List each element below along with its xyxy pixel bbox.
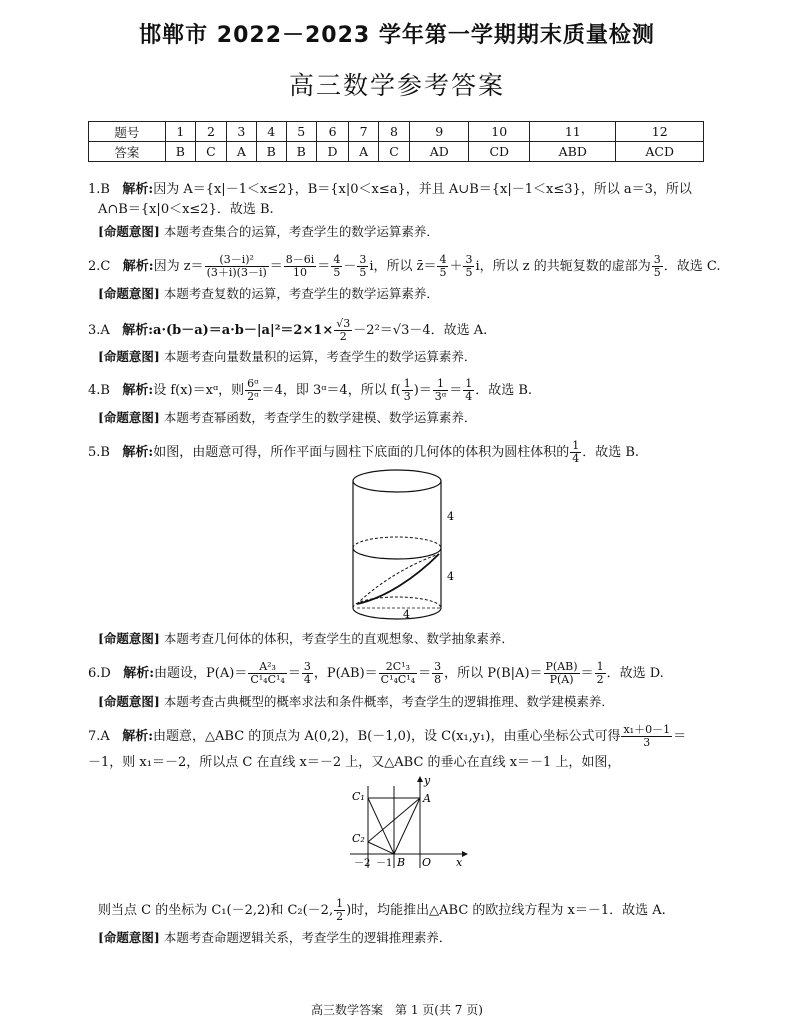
q2-frac6: $\frac{3}{5}$ xyxy=(465,253,473,279)
q6-label: 解析: xyxy=(123,666,155,681)
q4-intent-tag: [命题意图] xyxy=(98,410,160,425)
answer-cell: ABD xyxy=(530,142,616,162)
q2-frac5: $\frac{4}{5}$ xyxy=(439,253,447,279)
answer-cell: A xyxy=(227,142,257,162)
q2-intent-tag: [命题意图] xyxy=(98,286,160,301)
q3-label: 解析: xyxy=(122,323,154,338)
fig-point-b: B xyxy=(397,856,406,869)
cylinder-figure xyxy=(345,468,455,626)
q3-number: 3.A xyxy=(88,323,110,338)
q2-intent xyxy=(98,285,439,303)
answer-cell: B xyxy=(286,142,316,162)
q6-frac2: $\frac{3}{4}$ xyxy=(303,660,311,686)
fig-tick-minus2: －2 xyxy=(354,858,371,869)
fig-point-c1: C₁ xyxy=(352,790,365,803)
q3-text: a·(b－a)＝a·b－|a|²＝2×1× xyxy=(153,323,334,338)
q6-intent-text: 本题考查古典概型的概率求法和条件概率，考查学生的逻辑推理、数学建模素养． xyxy=(163,694,614,709)
q4-frac4: $\frac{1}{4}$ xyxy=(465,377,473,403)
q5-intent-text: 本题考查几何体的体积，考查学生的直观想象、数学抽象素养． xyxy=(163,631,514,646)
question-number-cell: 2 xyxy=(195,122,226,142)
answer-row xyxy=(89,142,704,162)
q6-number: 6.D xyxy=(88,666,111,681)
q6-intent xyxy=(98,693,614,711)
answer-cell: C xyxy=(378,142,409,162)
q6-frac1: $\frac{\text{A²₃}}{\text{C¹₄C¹₄}}$ xyxy=(250,660,285,686)
q1-line1 xyxy=(88,181,692,199)
q6-frac5: $\frac{P(AB)}{P(A)}$ xyxy=(545,660,578,686)
q4-label: 解析: xyxy=(122,383,154,398)
question-number-cell: 1 xyxy=(165,122,195,142)
q7-text3: 则当点 C 的坐标为 C₁(－2,2)和 C₂(－2, xyxy=(98,903,334,918)
q4-number: 4.B xyxy=(88,383,110,398)
answer-cell: ACD xyxy=(616,142,704,162)
answer-cell: C xyxy=(195,142,226,162)
q2-label: 解析: xyxy=(122,259,154,274)
q4-frac2: $\frac{1}{3}$ xyxy=(403,377,411,403)
answer-cell: AD xyxy=(410,142,469,162)
q2-frac2: $\frac{8-6i}{10}$ xyxy=(285,253,315,279)
question-number-cell: 9 xyxy=(410,122,469,142)
q7-line3: 则当点 C 的坐标为 C₁(－2,2)和 C₂(－2, $\frac{1}{2}$ )时，均能推出△ABC 的欧拉线方程为 x＝－1．故选 A. xyxy=(98,897,666,923)
q1-label: 解析: xyxy=(122,182,154,197)
q6-intent-tag: [命题意图] xyxy=(98,694,160,709)
q5-intent-tag: [命题意图] xyxy=(98,631,160,646)
exam-title: 邯郸市 2022－2023 学年第一学期期末质量检测 xyxy=(139,23,655,48)
q7-frac1: $\frac{\text{x₁＋0－1}}{3}$ xyxy=(623,723,671,749)
q4-frac3: $\frac{1}{\text{3ᵅ}}$ xyxy=(434,377,447,403)
question-number-cell: 10 xyxy=(469,122,530,142)
fig-point-a: A xyxy=(423,792,431,805)
answer-cell: CD xyxy=(469,142,530,162)
fig-x-axis-label: x xyxy=(456,856,463,869)
question-number-cell: 11 xyxy=(530,122,616,142)
q7-label: 解析: xyxy=(122,729,154,744)
q5-text: 如图，由题意可得，所作平面与圆柱下底面的几何体的体积为圆柱体积的 xyxy=(153,445,570,460)
question-number-cell: 4 xyxy=(256,122,286,142)
coordinate-figure xyxy=(340,772,470,872)
q1-intent xyxy=(98,223,439,241)
q6-frac6: $\frac{1}{2}$ xyxy=(596,660,604,686)
question-number-cell: 12 xyxy=(616,122,704,142)
fig-label-diameter: 4 xyxy=(403,608,410,621)
q2-line1: 2.C 解析:因为 z＝ $\frac{\text{(3－i)²}}{(3+i)(3-i)}$ ＝ $\frac{8-6i}{10}$ ＝ $\frac{4}{5}$ － $\frac{3}{5}$ i，所以 z̄＝ $\frac{4}{5}$ ＋ $\frac{3}{5}$ i，所以 z 的共轭复数的虚部为 $\frac{3}{5}$ ．故选 C. xyxy=(88,253,721,279)
q6-line1: 6.D 解析:由题设，P(A)＝ $\frac{\text{A²₃}}{\text{C¹₄C¹₄}}$ ＝ $\frac{3}{4}$ ，P(AB)＝ $\frac{\text{2C¹₃}}{\text{C¹₄C¹₄}}$ ＝ $\frac{3}{8}$ ，所以 P(B|A)＝ $\frac{P(AB)}{P(A)}$ ＝ $\frac{1}{2}$ ．故选 D. xyxy=(88,660,664,686)
fig-label-height2: 4 xyxy=(447,570,454,583)
fig-point-c2: C₂ xyxy=(352,832,365,845)
q7-intent xyxy=(98,929,451,947)
q4-frac1: $\frac{\text{6ᵅ}}{\text{2ᵅ}}$ xyxy=(247,377,259,403)
q7-line1: 7.A 解析:由题意，△ABC 的顶点为 A(0,2)，B(－1,0)，设 C(x₁,y₁)，由重心坐标公式可得 $\frac{\text{x₁＋0－1}}{3}$ ＝ xyxy=(88,723,687,749)
q4-line1: 4.B 解析:设 f(x)＝xᵅ，则 $\frac{\text{6ᵅ}}{\text{2ᵅ}}$ ＝4，即 3ᵅ＝4，所以 f( $\frac{1}{3}$ )＝ $\frac{1}{\text{3ᵅ}}$ ＝ $\frac{1}{4}$ ．故选 B. xyxy=(88,377,533,403)
q4-text: 设 f(x)＝xᵅ，则 xyxy=(153,383,245,398)
row-header-question: 题号 xyxy=(89,122,166,142)
answer-cell: B xyxy=(256,142,286,162)
q7-intent-text: 本题考查命题逻辑关系，考查学生的逻辑推理素养． xyxy=(163,930,452,945)
q6-frac4: $\frac{3}{8}$ xyxy=(434,660,442,686)
fig-label-height1: 4 xyxy=(447,510,454,523)
answer-cell: A xyxy=(349,142,379,162)
q2-number: 2.C xyxy=(88,259,111,274)
q2-text: 因为 z＝ xyxy=(153,259,204,274)
q2-frac3: $\frac{4}{5}$ xyxy=(333,253,341,279)
q2-frac4: $\frac{3}{5}$ xyxy=(359,253,367,279)
q7-intent-tag: [命题意图] xyxy=(98,930,160,945)
answer-table xyxy=(88,121,704,162)
q5-intent xyxy=(98,630,514,648)
question-number-cell: 7 xyxy=(349,122,379,142)
question-number-cell: 5 xyxy=(286,122,316,142)
q7-text: 由题意，△ABC 的顶点为 A(0,2)，B(－1,0)，设 C(x₁,y₁)，由重心坐标公式可得 xyxy=(153,729,621,744)
q7-line2: －1，则 x₁＝－2，所以点 C 在直线 x＝－2 上，又△ABC 的垂心在直线 x＝－1 上，如图， xyxy=(88,755,621,770)
q1-intent-text: 本题考查集合的运算，考查学生的数学运算素养． xyxy=(163,224,439,239)
q4-intent xyxy=(98,409,476,427)
q7-frac2: $\frac{1}{2}$ xyxy=(336,897,344,923)
question-number-row xyxy=(89,122,704,142)
q2-intent-text: 本题考查复数的运算，考查学生的数学运算素养． xyxy=(163,286,439,301)
fig-origin: O xyxy=(422,856,432,869)
q3-intent xyxy=(98,348,476,366)
question-number-cell: 3 xyxy=(227,122,257,142)
q2-frac1: $\frac{\text{(3－i)²}}{(3+i)(3-i)}$ xyxy=(206,253,267,279)
q3-intent-tag: [命题意图] xyxy=(98,349,160,364)
question-number-cell: 8 xyxy=(378,122,409,142)
q3-intent-text: 本题考查向量数量积的运算，考查学生的数学运算素养． xyxy=(163,349,477,364)
answer-cell: D xyxy=(316,142,349,162)
q6-frac3: $\frac{\text{2C¹₃}}{\text{C¹₄C¹₄}}$ xyxy=(380,660,416,686)
q1-intent-tag: [命题意图] xyxy=(98,224,160,239)
answer-cell: B xyxy=(165,142,195,162)
answer-subtitle: 高三数学参考答案 xyxy=(288,71,505,100)
q5-frac: $\frac{1}{4}$ xyxy=(572,439,580,465)
q3-line1: 3.A 解析:a·(b－a)＝a·b－|a|²＝2×1× $\frac{√3}{2}$ －2²＝√3－4．故选 A. xyxy=(88,317,488,343)
question-number-cell: 6 xyxy=(316,122,349,142)
fig-tick-minus1: －1 xyxy=(376,858,393,869)
q5-label: 解析: xyxy=(122,445,154,460)
q1-number: 1.B xyxy=(88,182,110,197)
q1-text1: 因为 A＝{x|－1＜x≤2}，B＝{x|0＜x≤a}，并且 A∪B＝{x|－1＜x≤3}，所以 a＝3，所以 xyxy=(153,182,692,197)
row-header-answer: 答案 xyxy=(89,142,166,162)
q3-frac: $\frac{√3}{2}$ xyxy=(336,317,351,343)
fig-y-axis-label: y xyxy=(424,774,431,787)
q4-intent-text: 本题考查幂函数，考查学生的数学建模、数学运算素养． xyxy=(163,410,477,425)
q6-text: 由题设，P(A)＝ xyxy=(154,666,248,681)
q1-line2: A∩B＝{x|0＜x≤2}．故选 B. xyxy=(98,202,274,217)
q5-number: 5.B xyxy=(88,445,110,460)
q5-line1: 5.B 解析:如图，由题意可得，所作平面与圆柱下底面的几何体的体积为圆柱体积的 $\frac{1}{4}$ ．故选 B. xyxy=(88,439,640,465)
page-footer: 高三数学答案 第 1 页(共 7 页) xyxy=(311,1003,483,1017)
q2-frac7: $\frac{3}{5}$ xyxy=(653,253,661,279)
q7-number: 7.A xyxy=(88,729,110,744)
